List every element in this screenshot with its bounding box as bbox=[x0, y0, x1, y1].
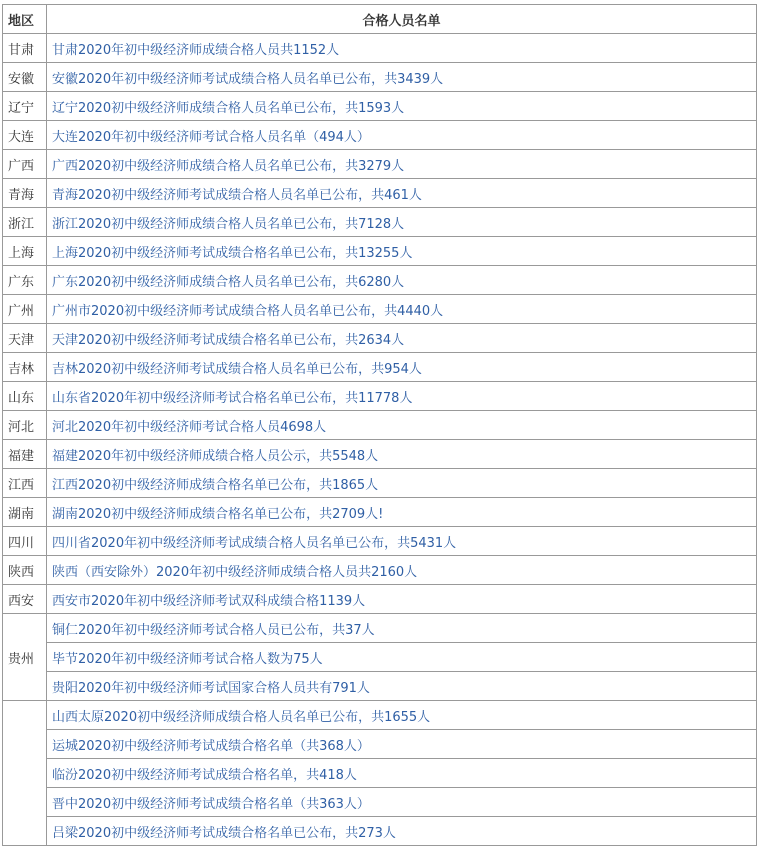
table-row bbox=[3, 353, 757, 382]
list-cell bbox=[47, 498, 757, 527]
qualified-list-link[interactable]: 晋中2020初中级经济师考试成绩合格名单（共363人） bbox=[52, 796, 370, 812]
qualified-list-link[interactable]: 四川省2020年初中级经济师考试成绩合格人员名单已公布，共5431人 bbox=[52, 535, 457, 551]
list-cell bbox=[47, 179, 757, 208]
table-row bbox=[3, 817, 757, 846]
region-cell: 吉林 bbox=[3, 353, 47, 382]
table-row bbox=[3, 469, 757, 498]
table-row bbox=[3, 382, 757, 411]
qualified-list-link[interactable]: 毕节2020年初中级经济师考试合格人数为75人 bbox=[52, 651, 323, 667]
region-cell: 湖南 bbox=[3, 498, 47, 527]
list-header: 合格人员名单 bbox=[47, 5, 757, 34]
table-row bbox=[3, 179, 757, 208]
table-row bbox=[3, 121, 757, 150]
qualified-list-link[interactable]: 广东2020初中级经济师成绩合格人员名单已公布，共6280人 bbox=[52, 274, 405, 290]
qualified-list-link[interactable]: 吕梁2020初中级经济师考试成绩合格名单已公布，共273人 bbox=[52, 825, 396, 841]
region-cell: 河北 bbox=[3, 411, 47, 440]
region-cell: 天津 bbox=[3, 324, 47, 353]
qualified-list-link[interactable]: 陕西（西安除外）2020年初中级经济师成绩合格人员共2160人 bbox=[52, 564, 418, 580]
qualified-list-link[interactable]: 贵阳2020年初中级经济师考试国家合格人员共有791人 bbox=[52, 680, 370, 696]
table-row bbox=[3, 150, 757, 179]
list-cell bbox=[47, 614, 757, 643]
table-row bbox=[3, 759, 757, 788]
table-row bbox=[3, 556, 757, 585]
table-row bbox=[3, 498, 757, 527]
region-header: 地区 bbox=[3, 5, 47, 34]
qualified-list-link[interactable]: 广州市2020初中级经济师考试成绩合格人员名单已公布，共4440人 bbox=[52, 303, 444, 319]
table-body bbox=[3, 34, 757, 846]
qualified-list-link[interactable]: 山东省2020年初中级经济师考试合格名单已公布，共11778人 bbox=[52, 390, 413, 406]
region-cell: 青海 bbox=[3, 179, 47, 208]
table-row bbox=[3, 208, 757, 237]
qualified-list-link[interactable]: 江西2020初中级经济师成绩合格名单已公布，共1865人 bbox=[52, 477, 379, 493]
qualified-list-link[interactable]: 河北2020年初中级经济师考试合格人员4698人 bbox=[52, 419, 327, 435]
table-row bbox=[3, 701, 757, 730]
table-row bbox=[3, 34, 757, 63]
table-row bbox=[3, 237, 757, 266]
qualified-list-table bbox=[2, 4, 757, 846]
list-cell bbox=[47, 295, 757, 324]
table-row bbox=[3, 585, 757, 614]
qualified-list-link[interactable]: 浙江2020初中级经济师成绩合格人员名单已公布，共7128人 bbox=[52, 216, 405, 232]
region-cell: 福建 bbox=[3, 440, 47, 469]
region-cell: 江西 bbox=[3, 469, 47, 498]
table-row bbox=[3, 92, 757, 121]
table-row bbox=[3, 266, 757, 295]
qualified-list-link[interactable]: 大连2020年初中级经济师考试合格人员名单（494人） bbox=[52, 129, 370, 145]
list-cell bbox=[47, 237, 757, 266]
qualified-list-link[interactable]: 甘肃2020年初中级经济师成绩合格人员共1152人 bbox=[52, 42, 340, 58]
list-cell bbox=[47, 121, 757, 150]
list-cell bbox=[47, 92, 757, 121]
list-cell bbox=[47, 440, 757, 469]
region-cell: 广东 bbox=[3, 266, 47, 295]
list-cell bbox=[47, 788, 757, 817]
region-cell: 大连 bbox=[3, 121, 47, 150]
list-cell bbox=[47, 63, 757, 92]
region-cell bbox=[3, 701, 47, 846]
qualified-list-link[interactable]: 广西2020初中级经济师成绩合格人员名单已公布，共3279人 bbox=[52, 158, 405, 174]
table-row bbox=[3, 788, 757, 817]
list-cell bbox=[47, 701, 757, 730]
list-cell bbox=[47, 585, 757, 614]
region-cell: 辽宁 bbox=[3, 92, 47, 121]
qualified-list-link[interactable]: 山西太原2020初中级经济师成绩合格人员名单已公布，共1655人 bbox=[52, 709, 431, 725]
table-row bbox=[3, 527, 757, 556]
list-cell bbox=[47, 266, 757, 295]
list-cell bbox=[47, 353, 757, 382]
region-cell: 甘肃 bbox=[3, 34, 47, 63]
header-row bbox=[3, 5, 757, 34]
region-cell: 上海 bbox=[3, 237, 47, 266]
table-row bbox=[3, 63, 757, 92]
list-cell bbox=[47, 730, 757, 759]
region-cell: 浙江 bbox=[3, 208, 47, 237]
table-row bbox=[3, 295, 757, 324]
qualified-list-link[interactable]: 湖南2020初中级经济师成绩合格名单已公布，共2709人! bbox=[52, 506, 384, 522]
region-cell: 广西 bbox=[3, 150, 47, 179]
qualified-list-link[interactable]: 临汾2020初中级经济师考试成绩合格名单，共418人 bbox=[52, 767, 357, 783]
list-cell bbox=[47, 150, 757, 179]
qualified-list-link[interactable]: 辽宁2020初中级经济师成绩合格人员名单已公布，共1593人 bbox=[52, 100, 405, 116]
list-cell bbox=[47, 817, 757, 846]
region-cell: 山东 bbox=[3, 382, 47, 411]
table-row bbox=[3, 411, 757, 440]
table-row bbox=[3, 672, 757, 701]
region-cell: 广州 bbox=[3, 295, 47, 324]
table-row bbox=[3, 643, 757, 672]
region-cell: 西安 bbox=[3, 585, 47, 614]
table-row bbox=[3, 440, 757, 469]
list-cell bbox=[47, 34, 757, 63]
list-cell bbox=[47, 324, 757, 353]
table-row bbox=[3, 730, 757, 759]
qualified-list-link[interactable]: 铜仁2020年初中级经济师考试合格人员已公布，共37人 bbox=[52, 622, 375, 638]
list-cell bbox=[47, 411, 757, 440]
list-cell bbox=[47, 643, 757, 672]
qualified-list-link[interactable]: 青海2020初中级经济师考试成绩合格人员名单已公布，共461人 bbox=[52, 187, 422, 203]
region-cell: 贵州 bbox=[3, 614, 47, 701]
list-cell bbox=[47, 527, 757, 556]
table-row bbox=[3, 324, 757, 353]
qualified-list-link[interactable]: 福建2020年初中级经济师成绩合格人员公示，共5548人 bbox=[52, 448, 379, 464]
qualified-list-link[interactable]: 吉林2020初中级经济师考试成绩合格人员名单已公布，共954人 bbox=[52, 361, 422, 377]
region-cell: 四川 bbox=[3, 527, 47, 556]
qualified-list-link[interactable]: 安徽2020年初中级经济师考试成绩合格人员名单已公布，共3439人 bbox=[52, 71, 444, 87]
list-cell bbox=[47, 672, 757, 701]
qualified-list-link[interactable]: 天津2020初中级经济师考试成绩合格名单已公布，共2634人 bbox=[52, 332, 405, 348]
table-row bbox=[3, 614, 757, 643]
qualified-list-link[interactable]: 运城2020初中级经济师考试成绩合格名单（共368人） bbox=[52, 738, 370, 754]
list-cell bbox=[47, 382, 757, 411]
qualified-list-link[interactable]: 西安市2020年初中级经济师考试双科成绩合格1139人 bbox=[52, 593, 366, 609]
list-cell bbox=[47, 759, 757, 788]
region-cell: 安徽 bbox=[3, 63, 47, 92]
list-cell bbox=[47, 556, 757, 585]
region-cell: 陕西 bbox=[3, 556, 47, 585]
list-cell bbox=[47, 208, 757, 237]
list-cell bbox=[47, 469, 757, 498]
qualified-list-link[interactable]: 上海2020初中级经济师考试成绩合格名单已公布，共13255人 bbox=[52, 245, 413, 261]
